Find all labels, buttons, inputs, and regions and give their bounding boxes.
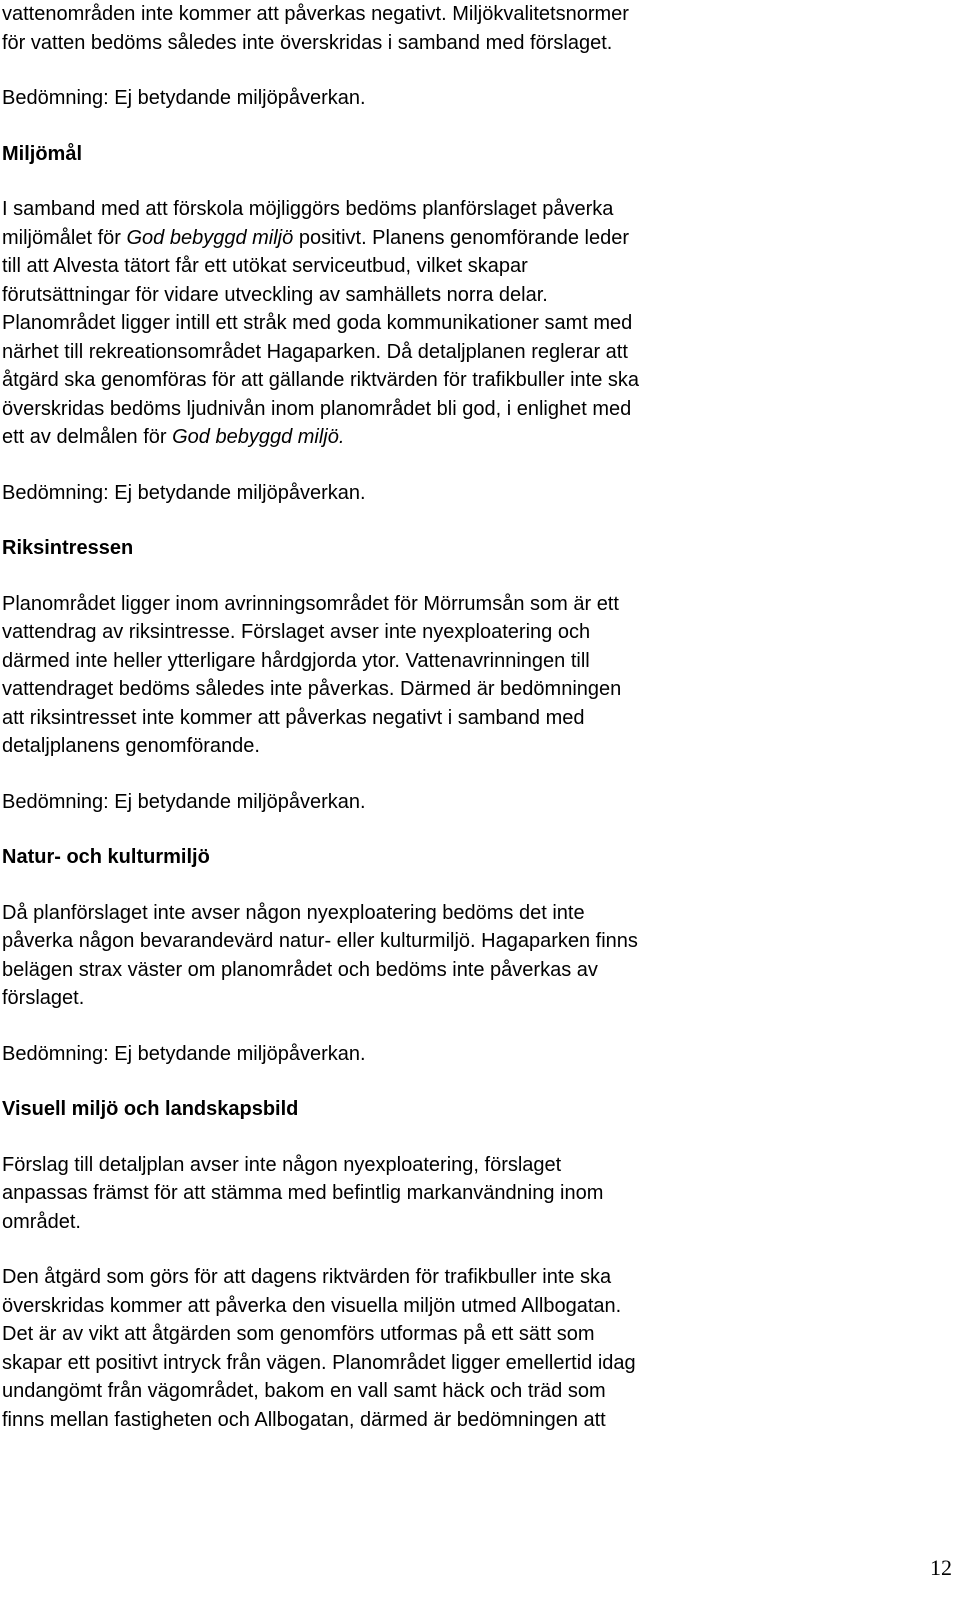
text-line: [2, 650, 590, 672]
text-line: [2, 1154, 561, 1176]
text-line: [2, 621, 590, 643]
text-line: [2, 707, 584, 729]
text-segment: förslaget.: [2, 987, 85, 1009]
text-line: [2, 369, 639, 391]
text-segment: vattendrag av riksintresse. Förslaget avser inte nyexploatering och: [2, 621, 591, 643]
paragraph: [2, 788, 842, 817]
text-segment: Bedömning: Ej betydande miljöpåverkan.: [2, 481, 366, 504]
text-line: [2, 87, 366, 109]
text-line: [2, 312, 632, 334]
text-segment: skapar ett positivt intryck från vägen. Planområdet ligger emellertid idag: [2, 1351, 636, 1374]
text-segment: Planområdet ligger inom avrinningsområdet för Mörrumsån som är ett: [2, 592, 619, 615]
text-segment: överskridas bedöms ljudnivån inom planområdet bli god, i enlighet med: [2, 397, 632, 420]
text-line: [2, 3, 629, 25]
paragraph: [2, 84, 842, 113]
paragraph: [2, 1263, 842, 1434]
text-segment: Det är av vikt att åtgärden som genomförs utformas på ett sätt som: [2, 1323, 595, 1345]
paragraph: [2, 0, 842, 57]
text-line: [2, 987, 84, 1009]
text-line: [2, 198, 613, 220]
text-segment: området.: [2, 1210, 81, 1233]
text-line: [2, 593, 619, 615]
section-heading: Visuell miljö och landskapsbild: [2, 1098, 299, 1120]
text-line: [2, 930, 638, 952]
paragraph: [2, 1151, 842, 1237]
text-segment: åtgärd ska genomföras för att gällande riktvärden för trafikbuller inte ska: [2, 369, 639, 391]
text-segment: positivt. Planens genomförande leder: [293, 226, 630, 249]
text-segment: anpassas främst för att stämma med befintlig markanvändning inom: [2, 1182, 604, 1204]
text-segment: överskridas kommer att påverka den visuella miljön utmed Allbogatan.: [2, 1294, 622, 1317]
text-line: [2, 1409, 606, 1431]
text-line: [2, 735, 260, 757]
text-line: [2, 482, 366, 504]
paragraph: [2, 479, 842, 508]
text-segment: ett av delmålen för: [2, 426, 173, 448]
text-line: [2, 791, 366, 813]
text-segment: Bedömning: Ej betydande miljöpåverkan.: [2, 1042, 366, 1065]
page-number: 12: [930, 1555, 952, 1580]
text-line: [2, 678, 621, 700]
text-segment: därmed inte heller ytterligare hårdgjorda ytor. Vattenavrinningen till: [2, 649, 590, 672]
text-segment: Den åtgärd som görs för att dagens riktvärden för trafikbuller inte ska: [2, 1266, 612, 1288]
text-segment: för vatten bedöms således inte överskridas i samband med förslaget.: [2, 31, 613, 54]
text-line: [2, 902, 585, 924]
text-line: [2, 284, 548, 306]
text-line: [2, 1266, 611, 1288]
text-line: [2, 1182, 603, 1204]
text-segment: vattenområden inte kommer att påverkas negativt. Miljökvalitetsnormer: [2, 3, 629, 25]
text-line: [2, 1352, 636, 1374]
section-heading: Miljömål: [2, 142, 83, 165]
paragraph: [2, 590, 842, 761]
text-segment: Bedömning: Ej betydande miljöpåverkan.: [2, 87, 366, 109]
text-segment: undangömt från vägområdet, bakom en vall samt häck och träd som: [2, 1380, 606, 1402]
text-line: [2, 1043, 366, 1065]
text-segment: Förslag till detaljplan avser inte någon nyexploatering, förslaget: [2, 1153, 562, 1176]
text-segment: vattendraget bedöms således inte påverkas. Därmed är bedömningen: [2, 678, 622, 700]
italic-text: God bebyggd miljö.: [172, 426, 345, 448]
italic-text: God bebyggd miljö: [126, 226, 294, 249]
text-segment: detaljplanens genomförande.: [2, 735, 260, 757]
section-heading: Riksintressen: [2, 537, 134, 559]
text-segment: Då planförslaget inte avser någon nyexploatering bedöms det inte: [2, 901, 585, 924]
text-segment: Planområdet ligger intill ett stråk med goda kommunikationer samt med: [2, 312, 633, 334]
text-line: [2, 341, 628, 363]
text-segment: påverka någon bevarandevärd natur- eller kulturmiljö. Hagaparken finns: [2, 930, 638, 952]
text-segment: finns mellan fastigheten och Allbogatan, därmed är bedömningen att: [2, 1408, 606, 1431]
text-line: [2, 1323, 594, 1345]
paragraph: [2, 1040, 842, 1069]
text-line: [2, 1380, 606, 1402]
text-line: [2, 32, 612, 54]
text-line: [2, 255, 528, 277]
section-heading: Natur- och kulturmiljö: [2, 846, 210, 868]
document-body: [2, 0, 842, 1461]
text-line: [2, 227, 629, 249]
text-line: [2, 959, 598, 981]
text-line: [2, 1211, 81, 1233]
text-segment: Bedömning: Ej betydande miljöpåverkan.: [2, 790, 366, 813]
text-segment: att riksintresset inte kommer att påverkas negativt i samband med: [2, 706, 585, 729]
text-segment: belägen strax väster om planområdet och bedöms inte påverkas av: [2, 958, 598, 981]
text-line: [2, 1295, 621, 1317]
text-segment: förutsättningar för vidare utveckling av samhällets norra delar.: [2, 283, 548, 306]
text-segment: till att Alvesta tätort får ett utökat serviceutbud, vilket skapar: [2, 255, 528, 277]
paragraph: [2, 195, 842, 452]
text-segment: I samband med att förskola möjliggörs bedöms planförslaget påverka: [2, 198, 614, 220]
paragraph: [2, 899, 842, 1013]
text-line: [2, 398, 631, 420]
text-segment: miljömålet för: [2, 226, 127, 249]
text-segment: närhet till rekreationsområdet Hagaparken. Då detaljplanen reglerar att: [2, 340, 628, 363]
text-line: [2, 426, 344, 448]
